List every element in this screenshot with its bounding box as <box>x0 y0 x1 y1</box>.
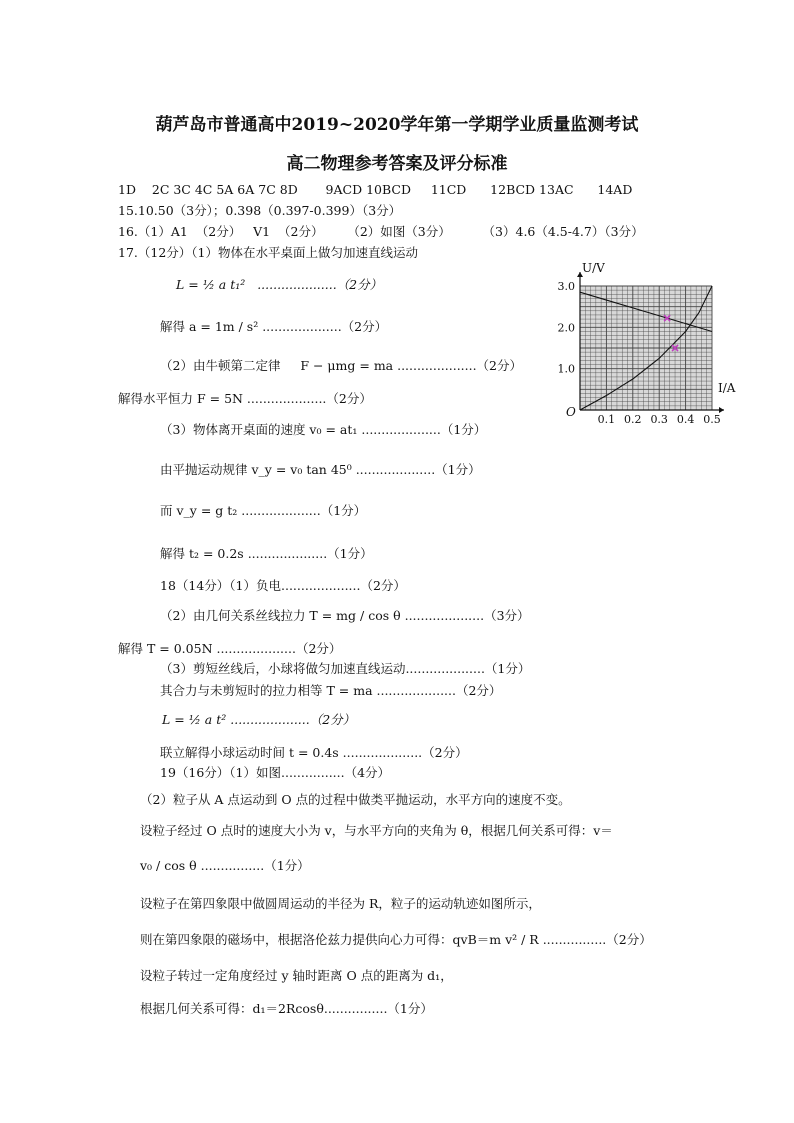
q18-eq3: （3）剪短丝线后，小球将做匀加速直线运动....................（1分） <box>160 661 531 676</box>
q17-eq1: L = ½ a t₁² ....................（2分） <box>176 277 383 292</box>
y-tick-label: 3.0 <box>557 280 575 293</box>
q19-line2: 设粒子经过 O 点时的速度大小为 v，与水平方向的夹角为 θ，根据几何关系可得：v＝ <box>140 823 613 838</box>
x-tick-label: 0.4 <box>676 413 695 426</box>
x-tick-label: 0.1 <box>597 413 616 426</box>
q17-eq6: 由平抛运动规律 v_y = v₀ tan 45⁰ ....................（1分） <box>160 462 481 477</box>
q19-line7: 根据几何关系可得：d₁＝2Rcosθ................（1分） <box>140 1001 433 1016</box>
q16-answer: 16.（1）A1 （2分） V1 （2分） （2）如图（3分） （3）4.6（4.5-4.7）（3分） <box>118 224 644 239</box>
y-tick-label: 2.0 <box>557 321 575 335</box>
q17-eq2: 解得 a = 1m / s² ....................（2分） <box>160 319 388 334</box>
q17-eq7: 而 v_y = g t₂ ....................（1分） <box>160 503 367 518</box>
q17-eq4: 解得水平恒力 F = 5N ....................（2分） <box>118 391 372 406</box>
q19-line5: 则在第四象限的磁场中，根据洛伦兹力提供向心力可得：qvB＝m v² / R ................（2分） <box>140 932 652 947</box>
y-tick-label: 1.0 <box>557 362 575 376</box>
q18-eq5: L = ½ a t² ....................（2分） <box>162 712 356 727</box>
doc-subtitle: 高二物理参考答案及评分标准 <box>286 154 508 174</box>
doc-title: 葫芦岛市普通高中2019~2020学年第一学期学业质量监测考试 <box>155 115 639 135</box>
q18-eq2: 解得 T = 0.05N ....................（2分） <box>118 641 342 656</box>
q18-heading: 18（14分）（1）负电....................（2分） <box>160 578 406 593</box>
chart-grid <box>580 286 712 410</box>
q19-line3: v₀ / cos θ ................（1分） <box>140 858 310 873</box>
q17-eq8: 解得 t₂ = 0.2s ....................（1分） <box>160 546 373 561</box>
q19-line6: 设粒子转过一定角度经过 y 轴时距离 O 点的距离为 d₁， <box>140 968 453 983</box>
q18-eq6: 联立解得小球运动时间 t = 0.4s ....................（2分） <box>160 745 468 760</box>
q19-line1: （2）粒子从 A 点运动到 O 点的过程中做类平抛运动，水平方向的速度不变。 <box>140 792 571 807</box>
origin-label: O <box>566 405 576 419</box>
x-tick-label: 0.5 <box>703 413 721 426</box>
mc-answers: 1D 2C 3C 4C 5A 6A 7C 8D 9ACD 10BCD 11CD 12BCD 13AC 14AD <box>118 182 633 197</box>
q19-line4: 设粒子在第四象限中做圆周运动的半径为 R，粒子的运动轨迹如图所示， <box>140 896 541 911</box>
q18-eq1: （2）由几何关系丝线拉力 T = mg / cos θ ....................（3分） <box>160 608 530 623</box>
q19-heading: 19（16分）（1）如图................（4分） <box>160 765 391 780</box>
q17-eq5: （3）物体离开桌面的速度 v₀ = at₁ ....................（1分） <box>160 422 487 437</box>
x-tick-label: 0.3 <box>650 413 668 426</box>
x-tick-label: 0.2 <box>624 413 642 426</box>
q15-answer: 15.10.50（3分）；0.398（0.397-0.399）（3分） <box>118 203 402 218</box>
ui-graph <box>540 261 736 427</box>
q18-eq4: 其合力与未剪短时的拉力相等 T = ma ....................（2分） <box>160 683 502 698</box>
q17-eq3: （2）由牛顿第二定律 F − μmg = ma ....................（2分） <box>160 358 523 373</box>
x-axis-label: I/A <box>718 381 736 395</box>
y-axis-label: U/V <box>582 261 605 275</box>
q17-heading: 17.（12分）（1）物体在水平桌面上做匀加速直线运动 <box>118 245 418 260</box>
